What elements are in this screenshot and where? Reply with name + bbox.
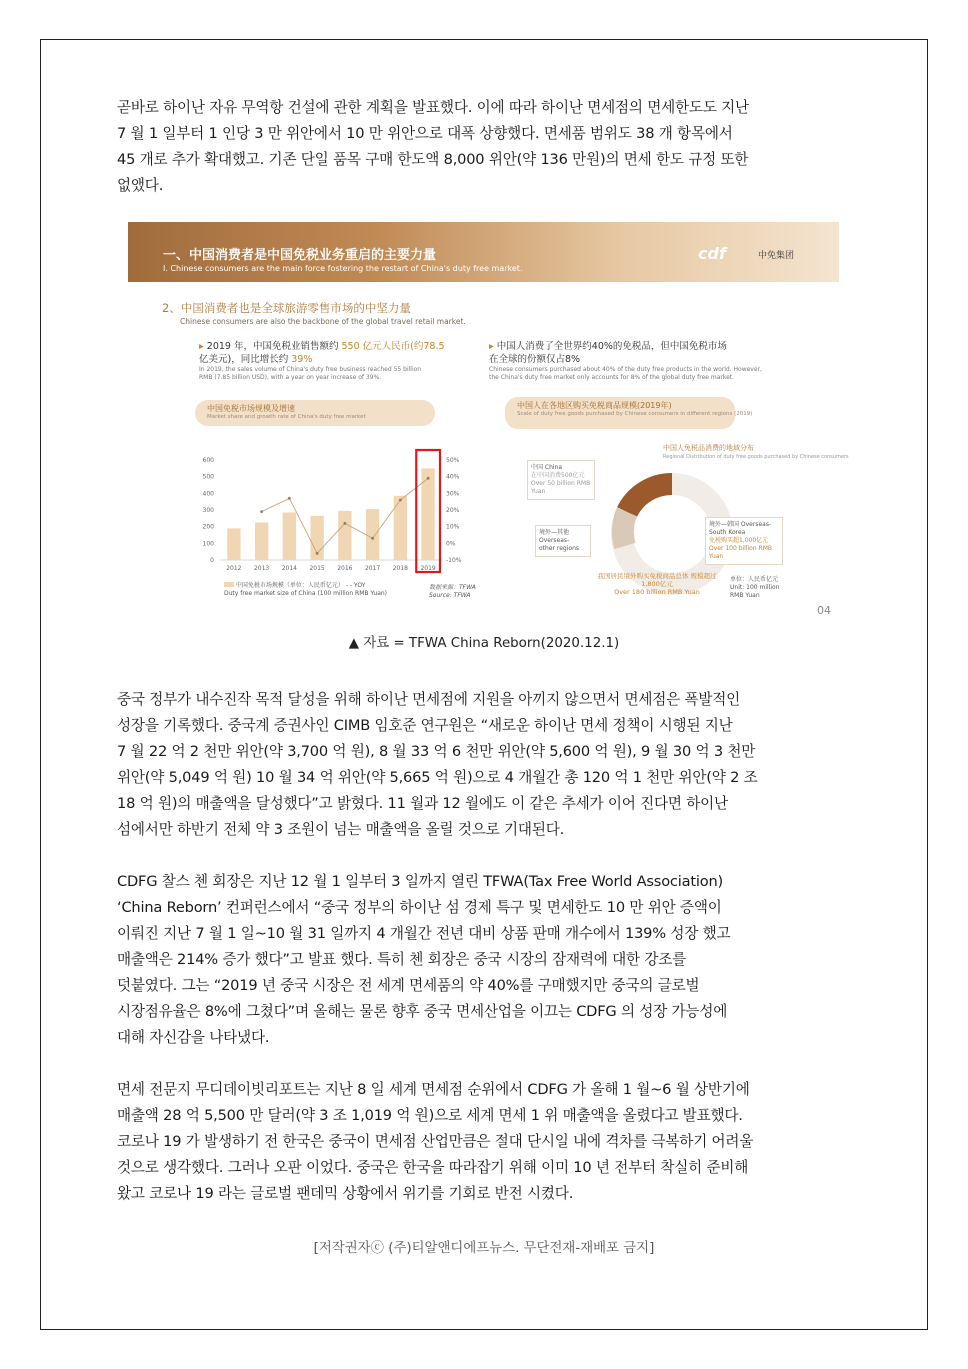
donut-total: 我国居民境外购买免税商品总体 规模超过1,800亿元 Over 180 billion RMB Yuan (597, 572, 717, 596)
text-line: 7 월 1 일부터 1 인당 3 만 위안에서 10 만 위안으로 대폭 상향했다. 면세품 범위도 38 개 항목에서 (117, 125, 733, 142)
donut-unit: 单位：人民币亿元 Unit: 100 million RMB Yuan (730, 576, 780, 599)
paragraph-2 (117, 687, 852, 843)
bar-chart-title-pill: 中国免税市场规模及增速 Market share and growth rate of China's duty free market (195, 400, 435, 426)
text-line: 45 개로 추가 확대했고. 기존 단일 품목 구매 한도액 8,000 위안(약 136 만원)의 면세 한도 규정 또한 (117, 151, 749, 168)
bullet-icon: ▸ (489, 341, 497, 352)
y-tick-label: 500 (202, 473, 214, 481)
text-line: 매출액 28 억 5,500 만 달러(약 3 조 1,019 억 원)으로 세계 면세 1 위 매출액을 올렸다고 발표했다. (117, 1107, 743, 1124)
y2-tick-label: 40% (446, 473, 460, 481)
bar-2018 (394, 496, 407, 560)
text-line: 왔고 코로나 19 라는 글로벌 팬데믹 상황에서 위기를 기회로 반전 시켰다. (117, 1185, 574, 1202)
label-other-regions: 境外—其他 Overseas- other regions (535, 525, 591, 557)
yoy-point-2015 (316, 552, 319, 555)
text-line: 대해 자신감을 나타냈다. (117, 1029, 270, 1046)
text-line: 덧붙였다. 그는 “2019 년 중국 시장은 전 세계 면세품의 약 40%를 구매했지만 중국의 글로벌 (117, 977, 700, 994)
donut-title: 中国人免税品消费的地域分布 Regional Distribution of duty free goods purchased by Chinese consumers (663, 444, 849, 460)
figure-caption: ▲ 자료 = TFWA China Reborn(2020.12.1) (348, 636, 620, 651)
x-tick-label: 2014 (281, 565, 298, 572)
text-line: CDFG 찰스 첸 회장은 지난 12 월 1 일부터 3 일까지 열린 TFWA(Tax Free World Association) (117, 873, 723, 890)
section-title: 2、中国消费者也是全球旅游零售市场的中坚力量 (162, 301, 411, 315)
bar-2017 (366, 509, 379, 560)
y2-tick-label: 50% (446, 457, 460, 464)
y-tick-label: 300 (202, 507, 214, 514)
legend-line-icon: - - (345, 582, 355, 589)
paragraph-1 (117, 95, 852, 199)
x-tick-label: 2013 (253, 565, 270, 572)
infographic-figure (117, 216, 852, 626)
text-line: 매출액은 214% 증가 했다”고 발표 했다. 특히 첸 회장은 중국 시장의 잠재력에 대한 강조를 (117, 951, 687, 968)
x-tick-label: 2012 (226, 565, 242, 572)
paragraph-3 (117, 869, 852, 1051)
text-line: 7 월 22 억 2 천만 위안(약 3,700 억 원), 8 월 33 억 6 천만 위안(약 5,600 억 원), 9 월 30 억 3 천만 (117, 743, 756, 760)
copyright-notice: [저작권자ⓒ (주)티알앤디에프뉴스. 무단전재-재배포 금지] (313, 1241, 655, 1256)
y2-tick-label: 0% (446, 540, 456, 548)
donut-other-slice (623, 512, 627, 546)
x-tick-label: 2019 (420, 565, 436, 572)
yoy-point-2013 (260, 510, 263, 513)
bullet-icon: ▸ (199, 341, 207, 352)
bar-2012 (227, 528, 240, 560)
figure-page-number: 04 (817, 604, 831, 617)
label-south-korea: 境外—韩国 Overseas- South Korea 免税购买超1,000亿元 Over 100 billion RMB Yuan (705, 517, 783, 565)
text-line: 섬에서만 하반기 전체 약 3 조원이 넘는 매출액을 올릴 것으로 기대된다. (117, 821, 565, 838)
y-tick-label: 100 (202, 540, 214, 548)
x-tick-label: 2016 (337, 565, 353, 572)
text-line: 시장점유율은 8%에 그쳤다”며 올해는 물론 향후 중국 면세산업을 이끄는 CDFG 의 성장 가능성에 (117, 1003, 728, 1020)
text-line: ‘China Reborn’ 컨퍼런스에서 “중국 정부의 하이난 섬 경제 특구 및 면세한도 10 만 위안 증액이 (117, 899, 722, 916)
figure-banner (128, 222, 839, 282)
section-subtitle: Chinese consumers are also the backbone of the global travel retail market. (180, 317, 466, 326)
right-note: ▸ 中国人消费了全世界约40%的免税品，但中国免税市场 在全球的份额仅占8% Chinese consumers purchased about 40% of the duty free products in the world. However, the China's duty free market only accounts for 8% of the global duty free market. (489, 341, 762, 381)
text-line: 코로나 19 가 발생하기 전 한국은 중국이 면세점 산업만큼은 절대 단시일 내에 격차를 극복하기 어려울 (117, 1133, 754, 1150)
y-tick-label: 0 (210, 557, 214, 564)
y-tick-label: 600 (202, 457, 214, 464)
text-line: 중국 정부가 내수진작 목적 달성을 위해 하이난 면세점에 지원을 아끼지 않으면서 면세점은 폭발적인 (117, 691, 741, 708)
text-line: 없앴다. (117, 177, 164, 194)
donut-title-pill: 中国人在各地区购买免税商品规模(2019年) Scale of duty free goods purchased by Chinese consumers in different regions (2019) (505, 397, 735, 429)
yoy-point-2019 (427, 477, 430, 480)
duty-free-bar-chart (192, 446, 482, 636)
text-line: 이뤄진 지난 7 월 1 일~10 월 31 일까지 4 개월간 전년 대비 상품 판매 개수에서 139% 성장 했고 (117, 925, 731, 942)
banner-subtitle: I. Chinese consumers are the main force fostering the restart of China's duty free market. (163, 264, 523, 273)
cdf-logo: cdf (698, 244, 726, 263)
y2-tick-label: 30% (446, 490, 460, 498)
legend-bar: 中国免税市场规模（单位：人民币亿元） - - YOY Duty free market size of China (100 million RMB Yuan) (224, 582, 388, 597)
x-tick-label: 2015 (309, 565, 325, 572)
yoy-point-2017 (371, 537, 374, 540)
legend-swatch (224, 582, 234, 587)
y2-tick-label: -10% (446, 557, 462, 564)
y2-tick-label: 20% (446, 507, 460, 514)
paragraph-4 (117, 1077, 852, 1207)
text-line: 18 억 원)의 매출액을 달성했다”고 밝혔다. 11 월과 12 월에도 이 같은 추세가 이어 진다면 하이난 (117, 795, 728, 812)
text-line: 곧바로 하이난 자유 무역항 건설에 관한 계획을 발표했다. 이에 따라 하이난 면세점의 면세한도도 지난 (117, 99, 749, 116)
cdf-logo-text: 中免集团 (758, 251, 795, 261)
y-tick-label: 200 (202, 523, 214, 531)
yoy-point-2016 (343, 522, 346, 525)
text-line: 성장을 기록했다. 중국계 증권사인 CIMB 임호준 연구원은 “새로운 하이난 면세 정책이 시행된 지난 (117, 717, 733, 734)
banner-title: 一、中国消费者是中国免税业务重启的主要力量 (163, 248, 437, 263)
text-line: 위안(약 5,049 억 원) 10 월 34 억 위안(약 5,665 억 원)으로 4 개월간 총 120 억 1 천만 위안(약 2 조 (117, 769, 758, 786)
left-note: ▸ 2019 年，中国免税业销售额约 550 亿元人民币(约78.5 亿美元)，同比增长约 39% In 2019, the sales volume of China's duty free business reached 55 billion RMB (7.85 billion USD), with a year on year increase of 39%. (199, 341, 445, 381)
label-china: 中国 China 在中国消费500亿元 Over 50 billion RMB Yuan (527, 460, 595, 500)
donut-china-slice (627, 484, 672, 512)
yoy-point-2018 (399, 499, 402, 502)
y-tick-label: 400 (202, 490, 214, 498)
bar-2016 (338, 511, 351, 560)
y2-tick-label: 10% (446, 523, 460, 531)
yoy-point-2014 (288, 497, 291, 500)
x-tick-label: 2017 (364, 565, 381, 572)
source-note: 数据来源：TFWA Source: TFWA (429, 584, 476, 599)
text-line: 것으로 생각했다. 그러나 오판 이었다. 중국은 한국을 따라잡기 위해 이미 10 년 전부터 착실히 준비해 (117, 1159, 749, 1176)
text-line: 면세 전문지 무디데이빗리포트는 지난 8 일 세계 면세점 순위에서 CDFG 가 올해 1 월~6 월 상반기에 (117, 1081, 750, 1098)
bar-2013 (255, 523, 268, 561)
bar-2014 (283, 513, 296, 561)
x-tick-label: 2018 (392, 565, 409, 572)
